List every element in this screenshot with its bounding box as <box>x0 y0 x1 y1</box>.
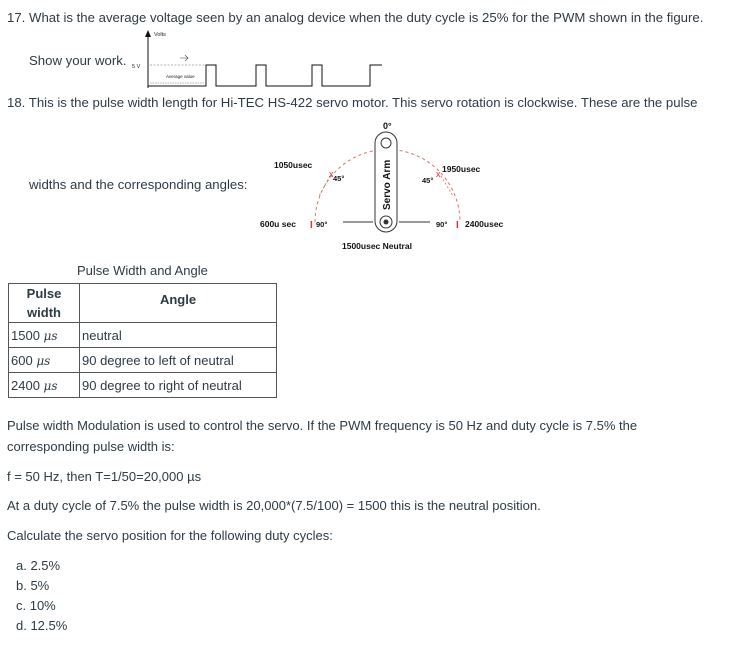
table-header-row <box>9 284 277 323</box>
angle-cell: 90 degree to left of neutral <box>80 348 277 373</box>
header-pulse-line2: width <box>27 305 61 320</box>
para1-line1: Pulse width Modulation is used to control the servo. If the PWM frequency is 50 Hz and duty cycle is 7.5% the <box>7 418 638 433</box>
q17-text: 17. What is the average voltage seen by an analog device when the duty cycle is 25% for the PWM shown in the figure. <box>7 10 704 25</box>
table-row <box>9 373 277 398</box>
header-angle: Angle <box>80 284 277 323</box>
pulse-value: 1500 <box>11 327 40 343</box>
para4: Calculate the servo position for the following duty cycles: <box>7 528 333 543</box>
arm-pivot-center <box>384 220 389 225</box>
top-angle-label: 0° <box>383 121 392 131</box>
angle-cell: 90 degree to right of neutral <box>80 373 277 398</box>
right-45-guide <box>441 176 453 196</box>
right-90-label: 90° <box>436 220 448 229</box>
right-45-label: 45° <box>422 176 434 185</box>
para2: f = 50 Hz, then T=1/50=20,000 µs <box>7 469 202 484</box>
neutral-label: 1500usec Neutral <box>342 241 412 251</box>
table-row <box>9 348 277 373</box>
left-90-label: 90° <box>316 220 328 229</box>
left-upper-time: 1050usec <box>274 160 313 170</box>
header-pulse-line1: Pulse <box>26 286 62 301</box>
pulse-unit: μs <box>36 353 51 368</box>
right-45-marker: x <box>436 169 441 179</box>
left-time: 600u sec <box>260 219 296 229</box>
left-45-marker: x <box>329 169 334 179</box>
para1-line2: corresponding pulse width is: <box>7 439 175 454</box>
right-upper-time: 1950usec <box>442 164 481 174</box>
q17-show-work: Show your work. <box>29 53 127 68</box>
volts-label: Volts <box>154 32 166 38</box>
servo-diagram <box>255 118 525 258</box>
angle-cell: neutral <box>80 323 277 348</box>
header-pulse-width <box>9 284 80 323</box>
pulse-cell <box>9 348 80 373</box>
pulse-cell <box>9 373 80 398</box>
right-time: 2400usec <box>465 219 504 229</box>
average-label: Average value <box>166 74 195 79</box>
option-d: d. 12.5% <box>16 618 68 633</box>
para3: At a duty cycle of 7.5% the pulse width is 20,000*(7.5/100) = 1500 this is the neutral position. <box>7 498 541 513</box>
option-b: b. 5% <box>16 578 50 593</box>
pwm-figure <box>130 28 400 90</box>
table-caption: Pulse Width and Angle <box>77 263 208 278</box>
pulse-value: 600 <box>11 352 33 368</box>
left-90-marker: I <box>310 220 313 231</box>
option-c: c. 10% <box>16 598 56 613</box>
pulse-unit: μs <box>43 328 58 343</box>
left-45-label: 45° <box>333 174 345 183</box>
q18-text-cont: widths and the corresponding angles: <box>29 177 248 192</box>
pulse-value: 2400 <box>11 377 40 393</box>
y-axis-arrow <box>145 30 151 37</box>
servo-arm-label: Servo Arm <box>382 159 393 210</box>
pulse-width-marker <box>180 55 188 61</box>
table-row <box>9 323 277 348</box>
pulse-width-table <box>8 283 277 398</box>
option-a: a. 2.5% <box>16 558 61 573</box>
pulse-unit: μs <box>43 378 58 393</box>
pulse-cell <box>9 323 80 348</box>
q18-text: 18. This is the pulse width length for Hi-TEC HS-422 servo motor. This servo rotation is clockwise. These are the pulse <box>7 95 698 110</box>
level-label: 5 V <box>132 64 141 70</box>
right-90-marker: I <box>456 220 459 231</box>
